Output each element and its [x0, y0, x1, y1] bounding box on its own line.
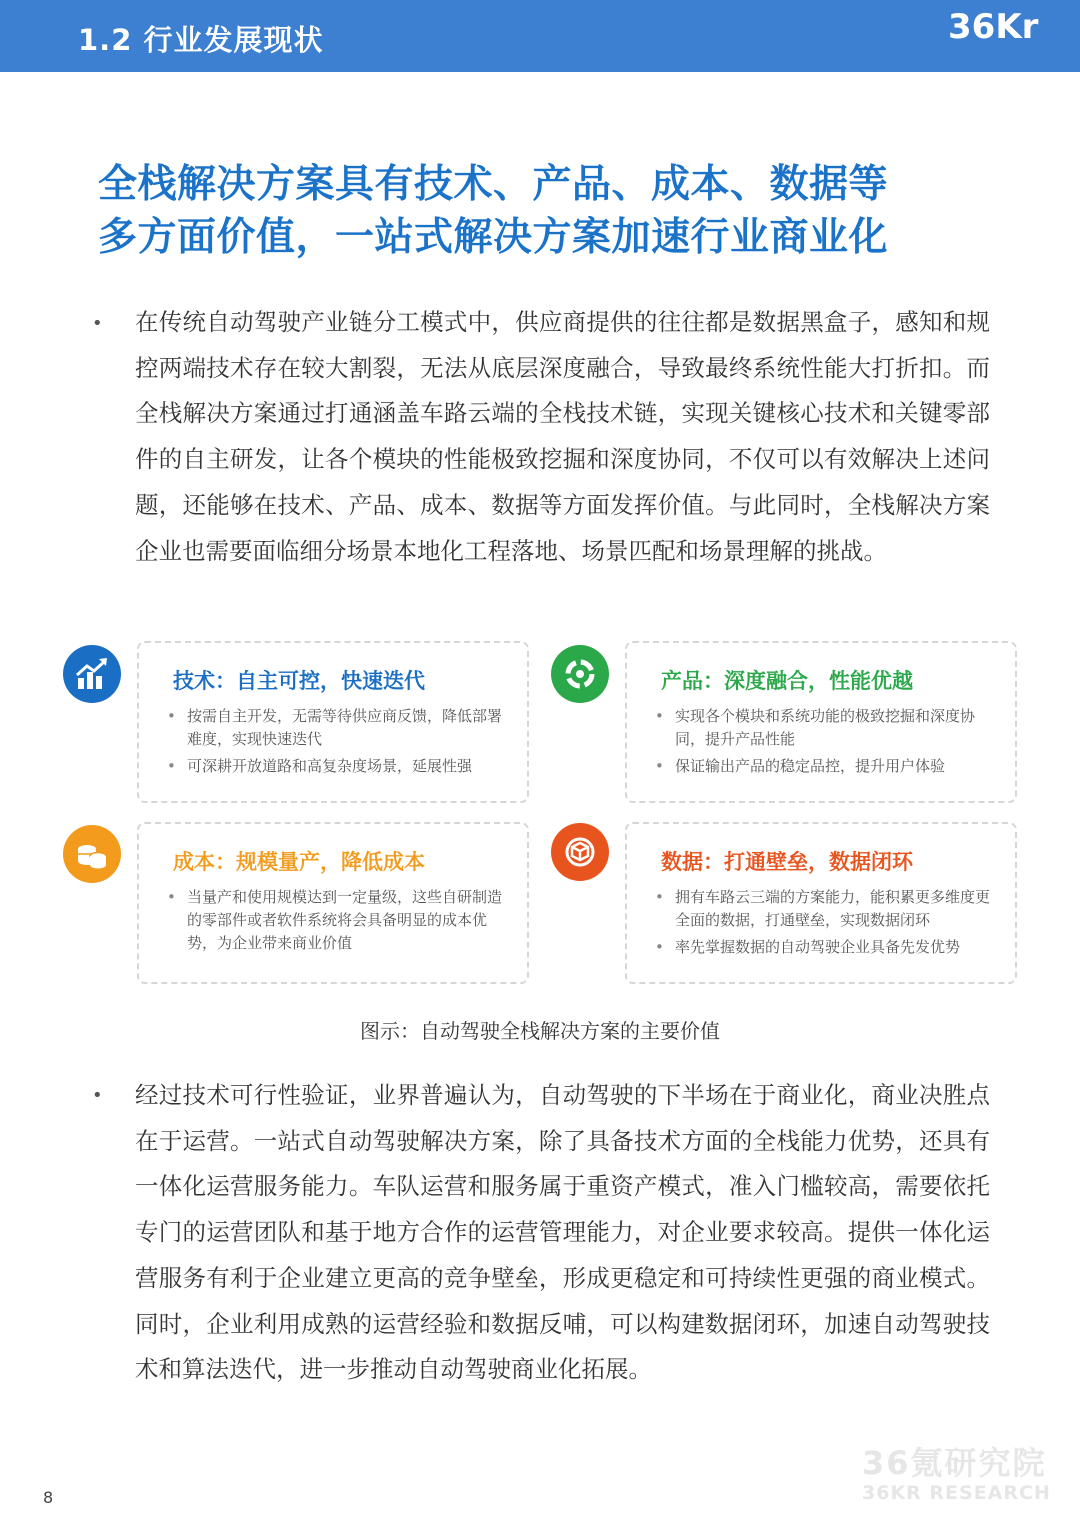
list-item: • 保证输出产品的稳定品控，提升用户体验 [653, 755, 998, 778]
card-product-title: 产品：深度融合，性能优越 [661, 669, 913, 693]
paragraph-2: 经过技术可行性验证，业界普遍认为，自动驾驶的下半场在于商业化，商业决胜点在于运营。一站式自动驾驶解决方案，除了具备技术方面的全栈能力优势，还具有一体化运营服务能力。车队运营和服务属于重资产模式，准入门槛较高，需要依托专门的运营团队和基于地方合作的运营管理能力，对企业要求较高。提供一体化运营服务有利于企业建立更高的竞争壁垒，形成更稳定和可持续性更强的商业模式。同时，企业利用成熟的运营经验和数据反哺，可以构建数据闭环，加速自动驾驶技术和算法迭代，进一步推动自动驾驶商业化拓展。 [135, 1081, 990, 1384]
paragraph-1: 在传统自动驾驶产业链分工模式中，供应商提供的往往都是数据黑盒子，感知和规控两端技术存在较大割裂，无法从底层深度融合，导致最终系统性能大打折扣。而全栈解决方案通过打通涵盖车路云端的全栈技术链，实现关键核心技术和关键零部件的自主研发，让各个模块的性能极致挖掘和深度协同，不仅可以有效解决上述问题，还能够在技术、产品、成本、数据等方面发挥价值。与此同时，全栈解决方案企业也需要面临细分场景本地化工程落地、场景匹配和场景理解的挑战。 [135, 308, 990, 565]
card-tech [137, 641, 529, 803]
card-tech-list [165, 705, 510, 782]
watermark-cn: 36氪研究院 [862, 1444, 1047, 1482]
card-data-list [653, 886, 998, 963]
sync-circle-icon [551, 645, 609, 703]
list-item: • 拥有车路云三端的方案能力，能积累更多维度更全面的数据，打通壁垒，实现数据闭环 [653, 886, 998, 932]
data-cube-icon [551, 823, 609, 881]
watermark-en: 36KR RESEARCH [862, 1482, 1051, 1504]
growth-chart-icon [63, 645, 121, 703]
coins-icon [63, 825, 121, 883]
card-product-list [653, 705, 998, 782]
page-number: 8 [43, 1488, 54, 1507]
card-cost [137, 822, 529, 984]
bullet-marker: • [92, 313, 103, 334]
list-item: • 按需自主开发，无需等待供应商反馈，降低部署难度，实现快速迭代 [165, 705, 510, 751]
card-cost-list [165, 886, 510, 959]
section-title: 1.2 行业发展现状 [78, 23, 324, 57]
36kr-logo [940, 0, 1080, 72]
card-product [625, 641, 1017, 803]
list-item: • 当量产和使用规模达到一定量级，这些自研制造的零部件或者软件系统将会具备明显的成本优势，为企业带来商业价值 [165, 886, 510, 955]
figure-caption: 图示：自动驾驶全栈解决方案的主要价值 [360, 1019, 720, 1043]
card-cost-title: 成本：规模量产，降低成本 [173, 850, 425, 874]
header-bar [0, 0, 1080, 72]
list-item: • 率先掌握数据的自动驾驶企业具备先发优势 [653, 936, 998, 959]
list-item: • 可深耕开放道路和高复杂度场景，延展性强 [165, 755, 510, 778]
card-data [625, 822, 1017, 984]
headline-line-2: 多方面价值，一站式解决方案加速行业商业化 [98, 215, 889, 260]
card-data-title: 数据：打通壁垒，数据闭环 [661, 850, 913, 874]
card-tech-title: 技术：自主可控，快速迭代 [173, 669, 425, 693]
bullet-marker: • [92, 1085, 103, 1106]
headline-line-1: 全栈解决方案具有技术、产品、成本、数据等 [98, 162, 889, 207]
page-headline [98, 158, 998, 264]
list-item: • 实现各个模块和系统功能的极致挖掘和深度协同，提升产品性能 [653, 705, 998, 751]
logo-text: 36Kr [948, 7, 1039, 47]
watermark [862, 1438, 1062, 1504]
